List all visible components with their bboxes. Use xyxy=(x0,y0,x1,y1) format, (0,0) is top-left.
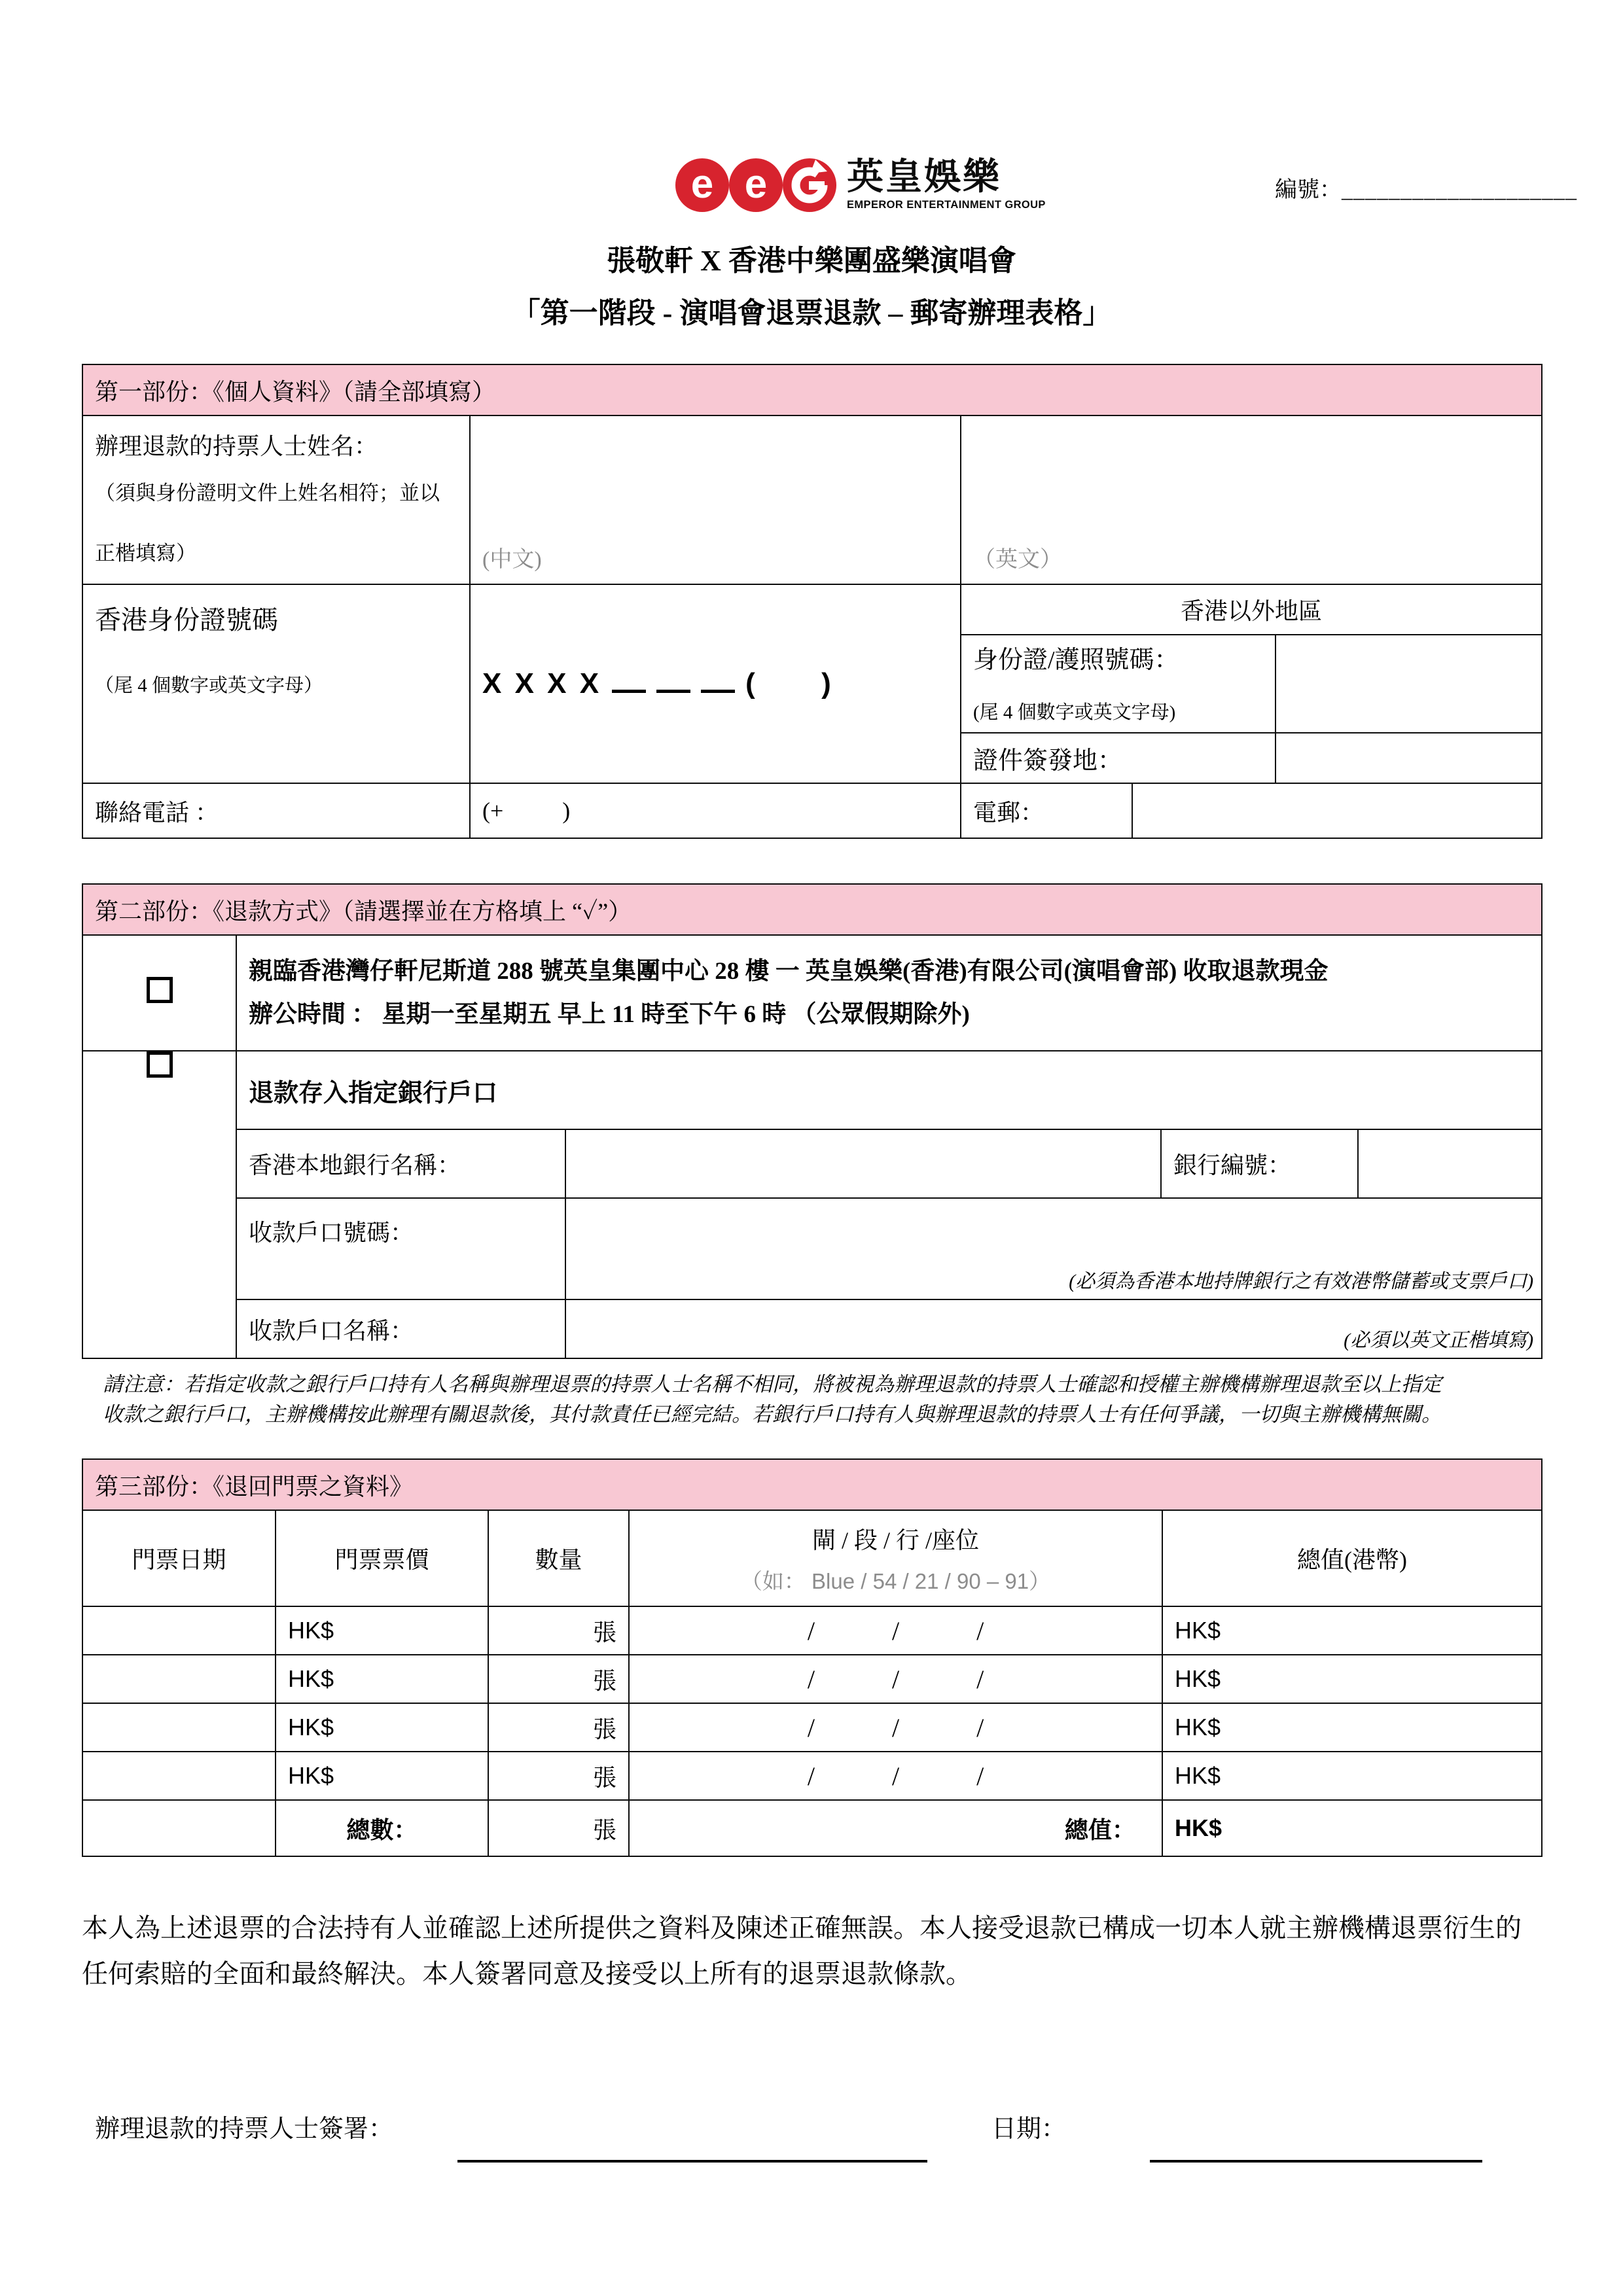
logo-name-cn: 英皇娛樂 xyxy=(847,156,1001,197)
col-header-price: 門票票價 xyxy=(276,1510,488,1606)
col-header-seat-line1: 閘 / 段 / 行 /座位 xyxy=(812,1527,979,1553)
hkid-dash-1 xyxy=(612,670,646,693)
ticket-seat-field[interactable] xyxy=(629,1703,1162,1752)
section2-header-row xyxy=(82,884,1542,935)
section1-header: 第一部份：《個人資料》（請全部填寫） xyxy=(82,364,1542,415)
section1-table xyxy=(82,364,1543,839)
seat-slash: / xyxy=(807,1761,815,1791)
account-name-note: (必須以英文正楷填寫) xyxy=(1344,1330,1534,1351)
ticket-total-field[interactable]: HK$ xyxy=(1162,1703,1542,1752)
ticket-table-column-headers xyxy=(82,1510,1542,1606)
section1-header-row xyxy=(82,364,1542,415)
bank-name-row xyxy=(82,1129,1542,1198)
hkid-paren: ( ) xyxy=(745,667,834,699)
col-header-total: 總值(港幣) xyxy=(1162,1510,1542,1606)
account-number-input-field[interactable] xyxy=(565,1198,1542,1299)
passport-input-field[interactable] xyxy=(1275,635,1542,733)
cash-option-text-cell xyxy=(236,935,1542,1051)
hkid-format xyxy=(482,667,948,700)
ticket-seat-field[interactable] xyxy=(629,1606,1162,1655)
passport-label: 身份證/護照號碼： xyxy=(973,646,1179,674)
ticket-seat-field[interactable] xyxy=(629,1752,1162,1800)
ticket-row-1 xyxy=(82,1606,1542,1655)
section2-table xyxy=(82,883,1543,1359)
cash-option-line2: 辦公時間 ： 星期一至星期五 早上 11 時至下午 6 時 （公眾假期除外) xyxy=(249,1000,970,1028)
ticket-qty-field[interactable]: 張 xyxy=(488,1752,629,1800)
signature-label: 辦理退款的持票人士簽署： xyxy=(95,2115,394,2143)
ref-no-label: 編號： xyxy=(1275,178,1342,202)
ticket-total-field[interactable]: HK$ xyxy=(1162,1606,1542,1655)
issue-place-input-field[interactable] xyxy=(1275,733,1542,783)
account-number-note: (必須為香港本地持牌銀行之有效港幣儲蓄或支票戶口) xyxy=(1069,1271,1534,1292)
cash-option-checkbox[interactable] xyxy=(147,977,173,1003)
svg-text:e: e xyxy=(690,162,714,207)
ticket-qty-field[interactable]: 張 xyxy=(488,1606,629,1655)
section3-header: 第三部份：《退回門票之資料》 xyxy=(82,1459,1542,1510)
ref-no-line[interactable]: ____________________ xyxy=(1342,178,1577,202)
seat-slash: / xyxy=(891,1761,900,1791)
phone-input-field[interactable]: (+ ) xyxy=(470,783,961,838)
ticket-price-field[interactable]: HK$ xyxy=(276,1655,488,1703)
overseas-header: 香港以外地區 xyxy=(961,584,1542,635)
seat-slash: / xyxy=(891,1664,900,1694)
svg-text:e: e xyxy=(744,162,768,207)
eeg-logo xyxy=(674,156,1046,215)
ticket-total-field[interactable]: HK$ xyxy=(1162,1752,1542,1800)
ticket-price-field[interactable]: HK$ xyxy=(276,1703,488,1752)
name-label: 辦理退款的持票人士姓名： xyxy=(95,433,378,459)
cash-option-checkbox-cell xyxy=(82,935,236,1051)
name-english-field[interactable] xyxy=(961,415,1542,584)
ticket-qty-field[interactable]: 張 xyxy=(488,1655,629,1703)
ticket-date-field[interactable] xyxy=(82,1655,276,1703)
ticket-totals-row xyxy=(82,1800,1542,1856)
signature-row xyxy=(95,2108,1567,2163)
hkid-dash-2 xyxy=(656,670,690,693)
signature-line[interactable] xyxy=(457,2159,927,2163)
section3-header-row xyxy=(82,1459,1542,1510)
name-chinese-placeholder: (中文) xyxy=(482,548,542,572)
ticket-qty-field[interactable]: 張 xyxy=(488,1703,629,1752)
phone-label: 聯絡電話 ： xyxy=(82,783,470,838)
seat-slash: / xyxy=(976,1761,984,1791)
ref-no xyxy=(1275,171,1577,203)
email-label: 電郵： xyxy=(961,783,1132,838)
ticket-row-4 xyxy=(82,1752,1542,1800)
totals-value-label: 總值： xyxy=(629,1800,1162,1856)
ticket-total-field[interactable]: HK$ xyxy=(1162,1655,1542,1703)
ticket-date-field[interactable] xyxy=(82,1752,276,1800)
passport-note: (尾 4 個數字或英文字母) xyxy=(973,702,1176,723)
date-label: 日期： xyxy=(991,2115,1067,2143)
section3-table xyxy=(82,1458,1543,1857)
issue-place-label: 證件簽發地： xyxy=(961,733,1275,783)
name-chinese-field[interactable] xyxy=(470,415,961,584)
ticket-price-field[interactable]: HK$ xyxy=(276,1752,488,1800)
ticket-price-field[interactable]: HK$ xyxy=(276,1606,488,1655)
col-header-qty: 數量 xyxy=(488,1510,629,1606)
seat-slash: / xyxy=(891,1712,900,1742)
date-line[interactable] xyxy=(1150,2159,1482,2163)
hkid-note: （尾 4 個數字或英文字母） xyxy=(95,675,323,696)
page-subtitle: 「第一階段 - 演唱會退票退款 – 郵寄辦理表格」 xyxy=(511,297,1112,329)
bank-code-label: 銀行編號： xyxy=(1161,1129,1358,1198)
totals-empty-cell xyxy=(82,1800,276,1856)
email-input-field[interactable] xyxy=(1132,783,1542,838)
seat-slash: / xyxy=(891,1616,900,1646)
totals-count-label: 總數： xyxy=(276,1800,488,1856)
account-name-label: 收款戶口名稱： xyxy=(236,1299,565,1358)
seat-slash: / xyxy=(976,1664,984,1694)
ticket-row-2 xyxy=(82,1655,1542,1703)
seat-slash: / xyxy=(807,1616,815,1646)
bank-option-row xyxy=(82,1051,1542,1129)
bank-option-label: 退款存入指定銀行戶口 xyxy=(236,1051,1542,1129)
ticket-seat-field[interactable] xyxy=(629,1655,1162,1703)
hkid-input-field[interactable] xyxy=(470,584,961,783)
eeg-logo-icon xyxy=(674,156,838,215)
hkid-label: 香港身份證號碼 xyxy=(95,605,278,635)
name-label-cell xyxy=(82,415,470,584)
ticket-row-3 xyxy=(82,1703,1542,1752)
name-english-placeholder: （英文） xyxy=(973,548,1062,572)
logo-name-en: EMPEROR ENTERTAINMENT GROUP xyxy=(847,199,1046,211)
seat-slash: / xyxy=(976,1712,984,1742)
seat-slash: / xyxy=(807,1712,815,1742)
bank-name-label: 香港本地銀行名稱： xyxy=(236,1129,565,1198)
hkid-label-cell xyxy=(82,584,470,783)
totals-count-field[interactable]: 張 xyxy=(488,1800,629,1856)
section2-header: 第二部份：《退款方式》（請選擇並在方格填上 “✓”） xyxy=(82,884,1542,935)
name-note: （須與身份證明文件上姓名相符；並以正楷填寫） xyxy=(95,482,440,565)
totals-value-field[interactable]: HK$ xyxy=(1162,1800,1542,1856)
account-number-label: 收款戶口號碼： xyxy=(236,1198,565,1299)
seat-slash: / xyxy=(976,1616,984,1646)
cash-option-row xyxy=(82,935,1542,1051)
bank-option-checkbox-cell xyxy=(82,1051,236,1358)
page-title: 張敬軒 X 香港中樂團盛樂演唱會 xyxy=(607,245,1016,277)
bank-code-input-field[interactable] xyxy=(1358,1129,1542,1198)
cash-option-line1: 親臨香港灣仔軒尼斯道 288 號英皇集團中心 28 樓 一 英皇娛樂(香港)有限公司(演唱會部) 收取退款現金 xyxy=(249,957,1329,985)
hkid-row xyxy=(82,584,1542,635)
bank-transfer-notice: 請注意：若指定收款之銀行戶口持有人名稱與辦理退票的持票人士名稱不相同，將被視為辦理退款的持票人士確認和授權主辦機構辦理退款至以上指定收款之銀行戶口，主辦機構按此辦理有關退款後，其付款責任已經完結。若銀行戶口持有人與辦理退款的持票人士有任何爭議，一切與主辦機構無關。 xyxy=(103,1373,1442,1426)
account-name-input-field[interactable] xyxy=(565,1299,1542,1358)
declaration-text: 本人為上述退票的合法持有人並確認上述所提供之資料及陳述正確無誤。本人接受退款已構成一切本人就主辦機構退票衍生的任何索賠的全面和最終解決。本人簽署同意及接受以上所有的退票退款條款。 xyxy=(82,1913,1522,1988)
ticket-date-field[interactable] xyxy=(82,1703,276,1752)
name-row xyxy=(82,415,1542,584)
ticket-date-field[interactable] xyxy=(82,1606,276,1655)
hkid-dash-3 xyxy=(701,670,735,693)
account-number-row xyxy=(82,1198,1542,1299)
bank-name-input-field[interactable] xyxy=(565,1129,1161,1198)
contact-row xyxy=(82,783,1542,838)
bank-option-checkbox[interactable] xyxy=(147,1051,173,1078)
passport-label-cell xyxy=(961,635,1275,733)
hkid-x: X X X X xyxy=(482,667,602,699)
col-header-seat-example: （如： Blue / 54 / 21 / 90 – 91） xyxy=(740,1568,1051,1593)
seat-slash: / xyxy=(807,1664,815,1694)
col-header-seat xyxy=(629,1510,1162,1606)
account-name-row xyxy=(82,1299,1542,1358)
col-header-date: 門票日期 xyxy=(82,1510,276,1606)
